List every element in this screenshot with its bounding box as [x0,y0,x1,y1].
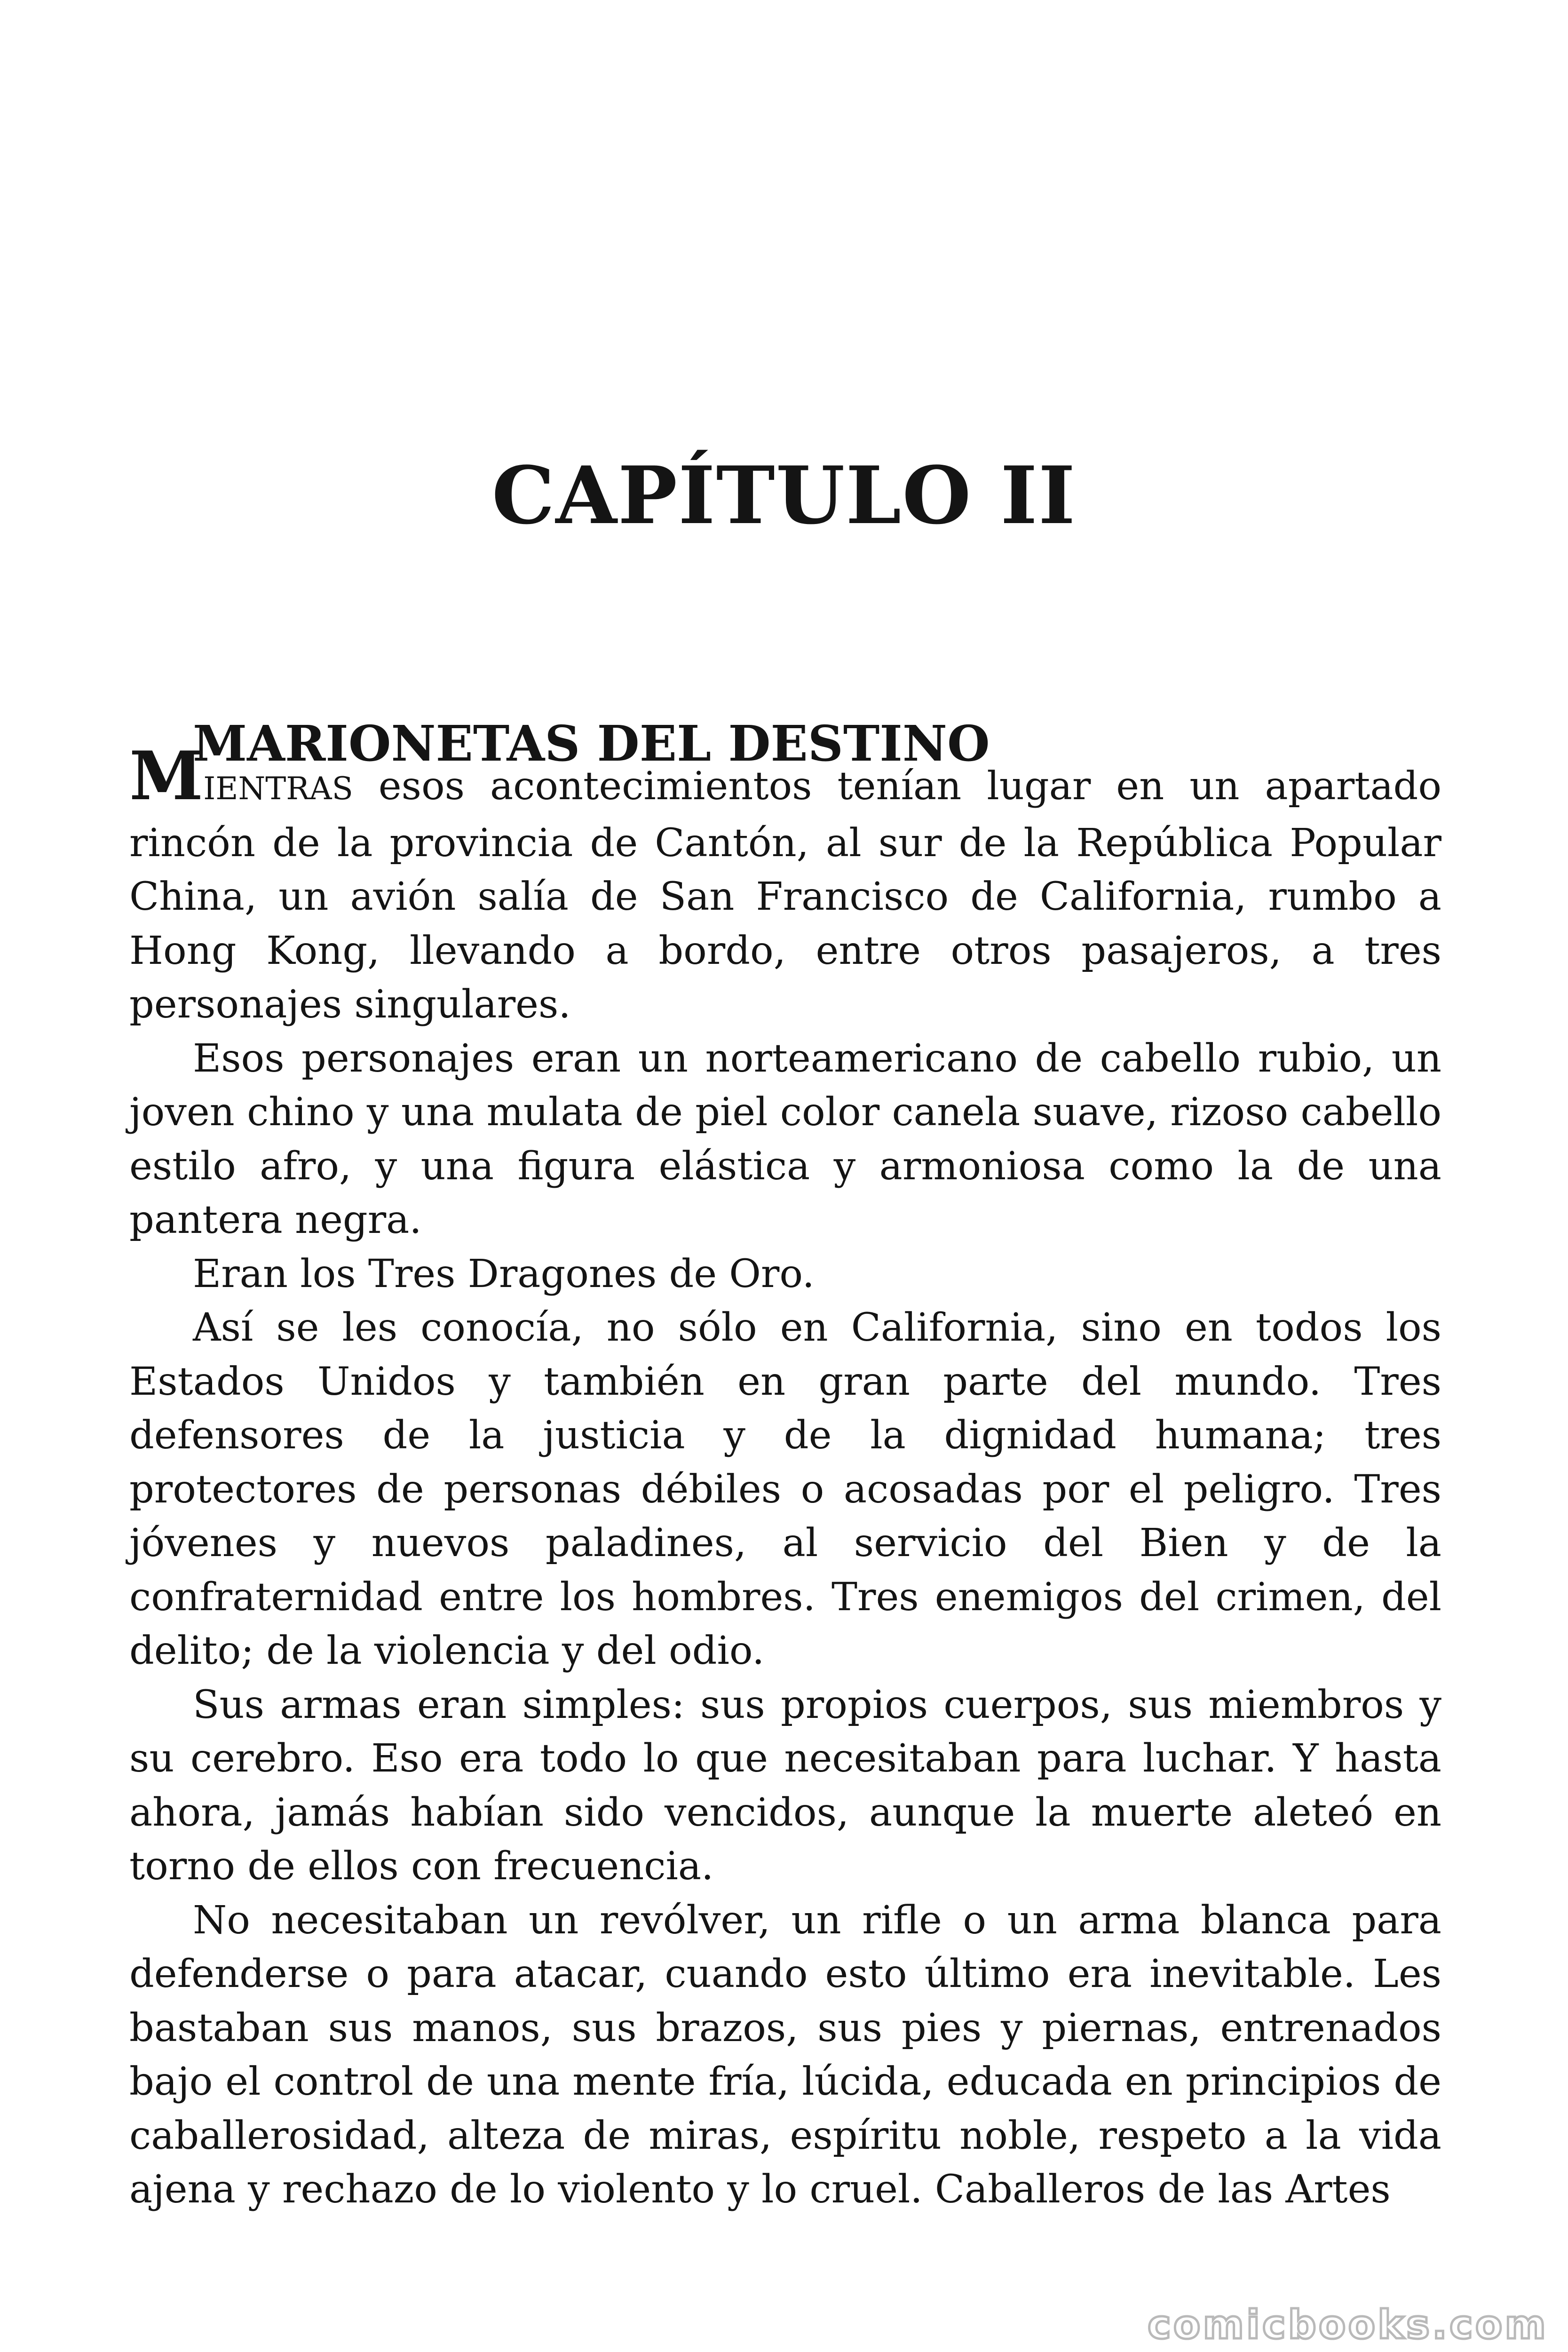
drop-cap: M [129,737,204,815]
opening-word-smallcaps: IENTRAS [203,771,353,807]
paragraph-4: Así se les conocía, no sólo en California, sino en todos los Estados Unidos y también en gran parte del mundo. Tres defensores de la justicia y de la dignidad humana; tres protectores de personas débiles o acosadas por el peligro. Tres jóvenes y nuevos paladines, al servicio del Bien y de la confraternidad entre los hombres. Tres enemigos del crimen, del delito; de la violencia y del odio. [129,1305,1441,1673]
paragraph-1-text: esos acontecimientos tenían lugar en un apartado rincón de la provincia de Cantón, al sur de la República Popular China, un avión salía de San Francisco de California, rumbo a Hong Kong, llevando a bordo, entre otros pasajeros, a tres personajes singulares. [129,763,1441,1027]
chapter-title: CAPÍTULO II [491,448,1077,542]
paragraph-3: Eran los Tres Dragones de Oro. [193,1251,815,1296]
paragraph-2: Esos personajes eran un norteamericano de cabello rubio, un joven chino y una mulata de piel color canela suave, rizoso cabello estilo afro, y una figura elástica y armoniosa como la de una pantera negra. [129,1035,1441,1242]
paragraph-5: Sus armas eran simples: sus propios cuerpos, sus miembros y su cerebro. Eso era todo lo que necesitaban para luchar. Y hasta ahora, jamás habían sido vencidos, aunque la muerte aleteó en torno de ellos con frecuencia. [129,1682,1441,1889]
watermark: comicbooks.com [1148,2302,1548,2348]
section-heading: MARIONETAS DEL DESTINO [193,715,990,773]
paragraph-6: No necesitaban un revólver, un rifle o un arma blanca para defenderse o para atacar, cuando esto último era inevitable. Les bastaban sus manos, sus brazos, sus pies y piernas, entrenados bajo el control de una mente fría, lúcida, educada en principios de caballerosidad, alteza de miras, espíritu noble, respeto a la vida ajena y rechazo de lo violento y lo cruel. Caballeros de las Artes [129,1897,1441,2212]
